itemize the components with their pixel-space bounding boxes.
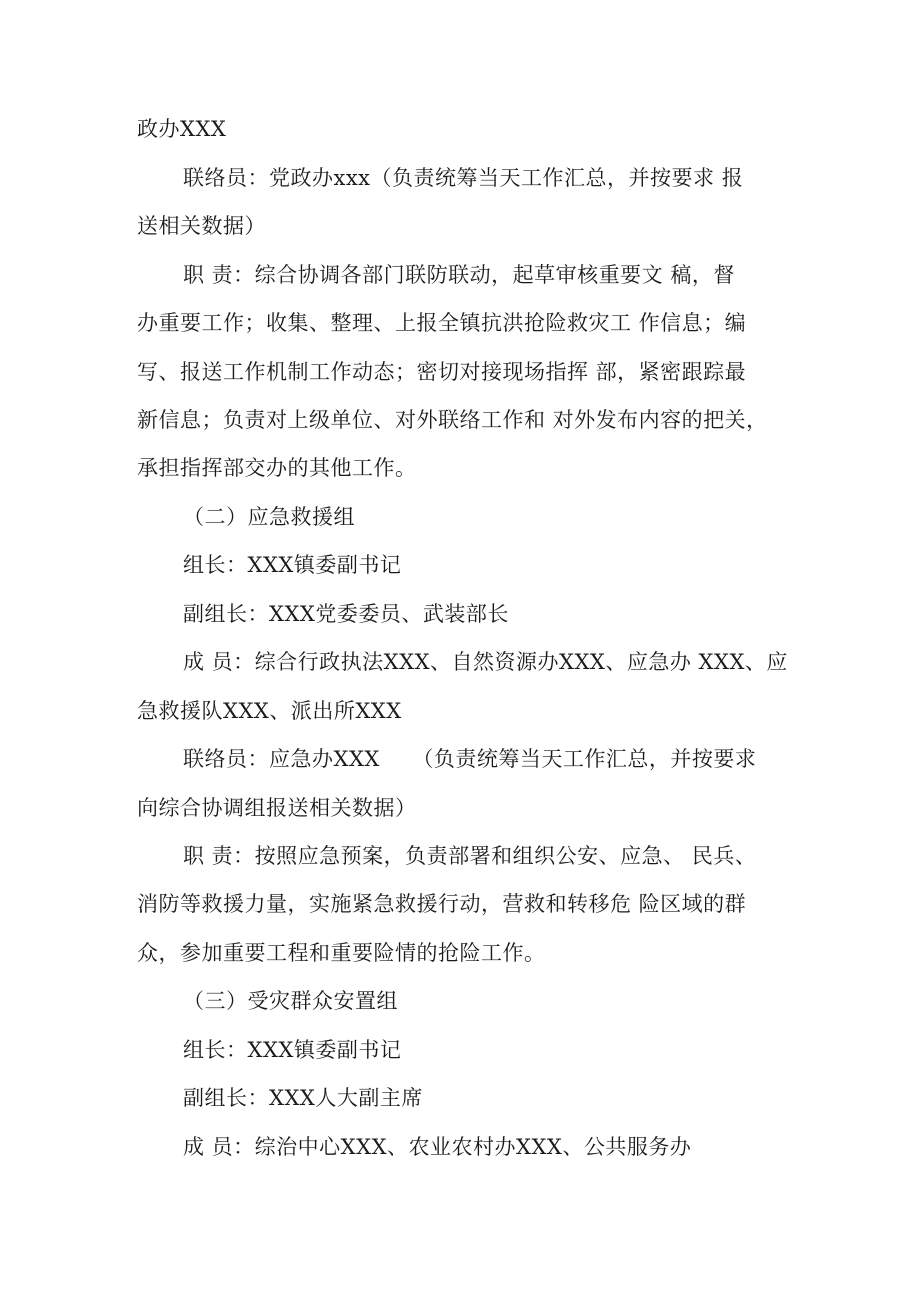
text-line: 众，参加重要工程和重要险情的抢险工作。 [137,941,546,965]
text-line: 联络员：党政办xxx（负责统筹当天工作汇总，并按要求 报 [183,166,744,190]
text-line: 组长：XXX镇委副书记 [183,553,402,577]
section-heading: （三）受灾群众安置组 [183,989,398,1013]
text-line: 向综合协调组报送相关数据） [137,796,417,820]
text-line: 职 责：按照应急预案，负责部署和组织公安、应急、 民兵、 [183,844,757,868]
text-line: 承担指挥部交办的其他工作。 [137,456,417,480]
text-line: 联络员：应急办XXX （负责统筹当天工作汇总，并按要求 [183,747,757,771]
text-line: 副组长：XXX党委委员、武装部长 [183,602,509,626]
section-heading: （二）应急救援组 [183,505,355,529]
text-line: 写、报送工作机制工作动态；密切对接现场指挥 部，紧密跟踪最 [137,360,747,384]
text-line: 职 责：综合协调各部门联防联动，起草审核重要文 稿，督 [183,263,735,287]
text-line: 副组长：XXX人大副主席 [183,1086,423,1110]
text-line: 成 员：综合行政执法XXX、自然资源办XXX、应急办 XXX、应 [183,650,788,674]
text-line: 办重要工作；收集、整理、上报全镇抗洪抢险救灾工 作信息；编 [137,311,747,335]
text-line: 新信息；负责对上级单位、对外联络工作和 对外发布内容的把关， [137,408,768,432]
text-line: 成 员：综治中心XXX、农业农村办XXX、公共服务办 [183,1135,692,1159]
text-line: 组长：XXX镇委副书记 [183,1038,402,1062]
text-line: 送相关数据） [137,214,266,238]
text-line: 消防等救援力量，实施紧急救援行动，营救和转移危 险区域的群 [137,892,747,916]
text-line: 急救援队XXX、派出所XXX [137,699,402,723]
text-line: 政办XXX [137,117,227,141]
